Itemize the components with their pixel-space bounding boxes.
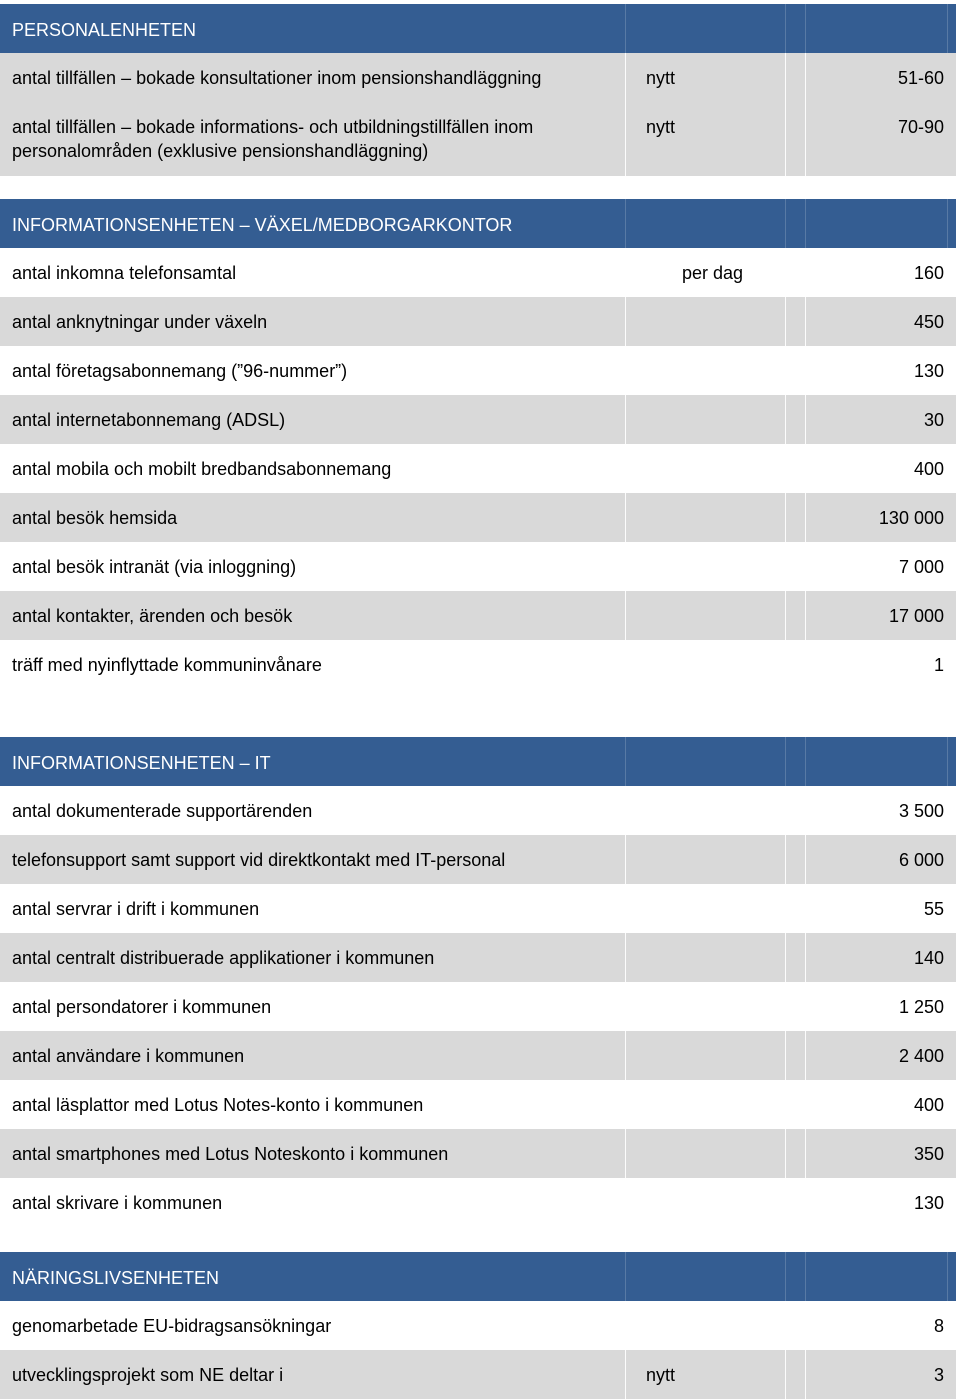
row-label: utvecklingsprojekt som NE deltar i xyxy=(12,1365,284,1385)
row-label: träff med nyinflyttade kommuninvånare xyxy=(12,655,322,675)
table-row xyxy=(0,1080,956,1129)
row-value: 130 xyxy=(913,361,944,381)
row-label: antal tillfällen – bokade konsultationer inom pensionshandläggning xyxy=(12,68,542,88)
row-value: 3 xyxy=(933,1365,944,1385)
row-label: antal inkomna telefonsamtal xyxy=(12,263,237,283)
table-row xyxy=(0,1301,956,1350)
row-label: telefonsupport samt support vid direktkontakt med IT-personal xyxy=(12,850,506,870)
table-row xyxy=(0,1129,956,1178)
section-title: PERSONALENHETEN xyxy=(12,20,197,40)
table-row xyxy=(0,102,956,176)
row-label: antal besök hemsida xyxy=(12,508,178,528)
row-value: 350 xyxy=(913,1144,944,1164)
row-label: antal servrar i drift i kommunen xyxy=(12,899,260,919)
table-row xyxy=(0,982,956,1031)
row-value: 17 000 xyxy=(888,606,944,626)
row-value: 1 xyxy=(933,655,944,675)
row-label: antal anknytningar under växeln xyxy=(12,312,268,332)
section-title: NÄRINGSLIVSENHETEN xyxy=(12,1268,220,1288)
table-row xyxy=(0,53,956,102)
row-value: 2 400 xyxy=(898,1046,944,1066)
row-value: 130 000 xyxy=(878,508,944,528)
section-title: INFORMATIONSENHETEN – VÄXEL/MEDBORGARKONTOR xyxy=(12,215,513,235)
row-value: 30 xyxy=(923,410,944,430)
section-spacer xyxy=(0,1227,956,1252)
row-label: antal mobila och mobilt bredbandsabonnemang xyxy=(12,459,392,479)
row-label: antal persondatorer i kommunen xyxy=(12,997,272,1017)
row-value: 3 500 xyxy=(898,801,944,821)
table-row xyxy=(0,542,956,591)
table-row xyxy=(0,640,956,689)
row-label: antal internetabonnemang (ADSL) xyxy=(12,410,286,430)
row-label-line-1: antal tillfällen – bokade informations- och utbildningstillfällen inom xyxy=(12,117,534,137)
row-value: 8 xyxy=(933,1316,944,1336)
table-row xyxy=(0,786,956,835)
row-unit: nytt xyxy=(646,117,676,137)
row-value: 400 xyxy=(913,459,944,479)
row-value: 7 000 xyxy=(898,557,944,577)
row-value: 6 000 xyxy=(898,850,944,870)
section-header-vaxel-medborgarkontor xyxy=(0,199,956,248)
row-label: antal kontakter, ärenden och besök xyxy=(12,606,293,626)
table-row xyxy=(0,1178,956,1227)
section-spacer xyxy=(0,176,956,199)
table-row xyxy=(0,297,956,346)
row-value: 450 xyxy=(913,312,944,332)
row-value: 400 xyxy=(913,1095,944,1115)
row-value: 140 xyxy=(913,948,944,968)
table-row xyxy=(0,1031,956,1080)
table-row xyxy=(0,346,956,395)
table-row xyxy=(0,933,956,982)
table-row xyxy=(0,493,956,542)
table-row xyxy=(0,395,956,444)
table-row xyxy=(0,884,956,933)
row-label: antal smartphones med Lotus Noteskonto i kommunen xyxy=(12,1144,449,1164)
row-label: antal företagsabonnemang (”96-nummer”) xyxy=(12,361,348,381)
section-title: INFORMATIONSENHETEN – IT xyxy=(12,753,271,773)
row-label: antal läsplattor med Lotus Notes-konto i kommunen xyxy=(12,1095,424,1115)
table-row xyxy=(0,835,956,884)
table-row xyxy=(0,591,956,640)
row-label: antal besök intranät (via inloggning) xyxy=(12,557,297,577)
table-row xyxy=(0,248,956,297)
table-row xyxy=(0,444,956,493)
row-unit: nytt xyxy=(646,68,676,88)
row-label-line-2: personalområden (exklusive pensionshandläggning) xyxy=(12,141,429,161)
row-label: antal användare i kommunen xyxy=(12,1046,245,1066)
row-value: 1 250 xyxy=(898,997,944,1017)
table-row xyxy=(0,1350,956,1399)
section-header-naringslivsenheten xyxy=(0,1252,956,1301)
row-label xyxy=(12,102,627,176)
row-label: antal skrivare i kommunen xyxy=(12,1193,223,1213)
row-label: antal dokumenterade supportärenden xyxy=(12,801,313,821)
row-unit: nytt xyxy=(646,1365,676,1385)
row-value: 51-60 xyxy=(897,68,944,88)
row-label: antal centralt distribuerade applikationer i kommunen xyxy=(12,948,435,968)
row-label: genomarbetade EU-bidragsansökningar xyxy=(12,1316,332,1336)
row-value: 160 xyxy=(913,263,944,283)
section-header-personalenheten xyxy=(0,4,956,53)
row-value: 130 xyxy=(913,1193,944,1213)
section-spacer xyxy=(0,689,956,737)
row-value: 55 xyxy=(923,899,944,919)
row-unit: per dag xyxy=(682,263,744,283)
row-value: 70-90 xyxy=(897,117,944,137)
section-header-it xyxy=(0,737,956,786)
